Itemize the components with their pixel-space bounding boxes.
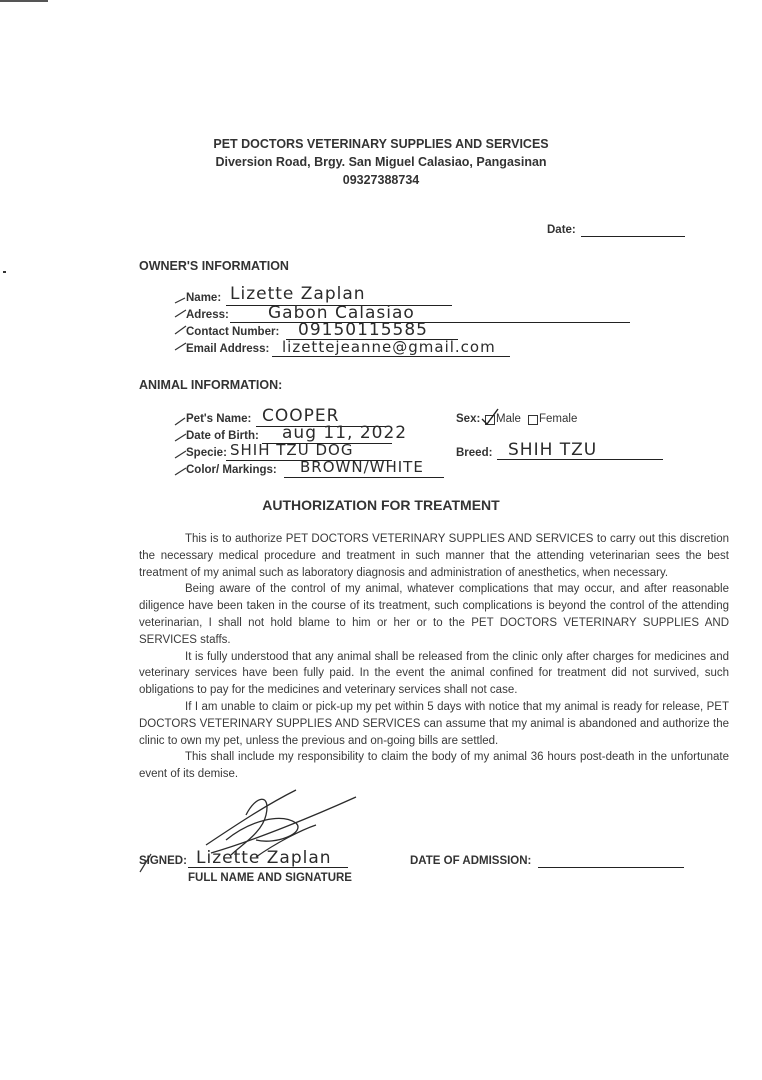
specie-handwritten: SHIH TZU DOG <box>230 441 354 459</box>
date-field[interactable] <box>581 236 685 237</box>
animal-section-title: ANIMAL INFORMATION: <box>139 378 283 392</box>
authorization-body <box>139 531 729 783</box>
color-markings-field[interactable] <box>284 477 444 478</box>
date-label: Date: <box>547 224 576 236</box>
owner-email-label: Email Address: <box>186 343 270 355</box>
owner-field-tick-marks <box>174 292 188 356</box>
breed-label: Breed: <box>456 447 493 459</box>
owner-address-handwritten: Gabon Calasiao <box>268 303 415 323</box>
specie-label: Specie: <box>186 447 227 459</box>
signature-caption: FULL NAME AND SIGNATURE <box>188 872 352 884</box>
scan-speck <box>3 271 6 273</box>
authorization-title: AUTHORIZATION FOR TREATMENT <box>262 497 500 513</box>
owner-email-handwritten: lizettejeanne@gmail.com <box>282 338 496 356</box>
company-phone: 09327388734 <box>342 173 420 187</box>
company-address: Diversion Road, Brgy. San Miguel Calasiao, Pangasinan <box>215 155 547 169</box>
color-markings-label: Color/ Markings: <box>186 464 277 476</box>
admission-date-label: DATE OF ADMISSION: <box>410 855 532 867</box>
owner-name-handwritten: Lizette Zaplan <box>230 284 366 304</box>
breed-handwritten: SHIH TZU <box>508 440 598 460</box>
pet-name-handwritten: COOPER <box>262 406 340 426</box>
signed-tick-mark <box>138 852 154 874</box>
authorization-paragraph: This shall include my responsibility to claim the body of my animal 36 hours post-death in the unfortunate event of its demise. <box>139 751 729 781</box>
company-name: PET DOCTORS VETERINARY SUPPLIES AND SERVICES <box>213 137 549 151</box>
authorization-paragraph: Being aware of the control of my animal, whatever complications that may occur, and after reasonable diligence have been taken in the course of its treatment, such complications is beyond the control of the attending veterinarian, I shall not hold blame to him or her or to the PET DOCTORS VETERINARY SUPPLIES AND SERVICES staffs. <box>139 583 729 646</box>
owner-contact-label: Contact Number: <box>186 326 280 338</box>
dob-label: Date of Birth: <box>186 430 259 442</box>
signed-name-handwritten: Lizette Zaplan <box>196 848 332 868</box>
sex-female-label: Female <box>539 413 578 425</box>
signed-label: SIGNED: <box>139 855 187 867</box>
scan-edge-mark <box>0 0 48 2</box>
owner-email-field[interactable] <box>272 356 510 357</box>
authorization-paragraph: It is fully understood that any animal shall be released from the clinic only after charges for medicines and veterinary services have been fully paid. In the event the animal confined for treatment did not survived, such obligations to pay for the medicines and veterinary services shall not case. <box>139 650 729 697</box>
authorization-paragraph: If I am unable to claim or pick-up my pet within 5 days with notice that my animal is ready for release, PET DOCTORS VETERINARY SUPPLIES AND SERVICES can assume that my animal is abandoned and authorize the clinic to own my pet, unless the previous and on-going bills are settled. <box>139 700 729 747</box>
dob-handwritten: aug 11, 2022 <box>282 423 408 443</box>
sex-male-label: Male <box>496 413 521 425</box>
owner-name-label: Name: <box>186 292 222 304</box>
animal-field-tick-marks <box>174 413 188 477</box>
sex-female-checkbox[interactable] <box>528 415 538 425</box>
color-markings-handwritten: BROWN/WHITE <box>300 458 424 476</box>
owner-address-label: Adress: <box>186 309 229 321</box>
letterhead <box>0 135 762 189</box>
admission-date-field[interactable] <box>538 867 684 868</box>
pet-name-label: Pet's Name: <box>186 413 252 425</box>
owner-contact-handwritten: 09150115585 <box>298 320 428 340</box>
sex-label: Sex: <box>456 413 481 425</box>
authorization-paragraph: This is to authorize PET DOCTORS VETERINARY SUPPLIES AND SERVICES to carry out this discretion the necessary medical procedure and treatment in such manner that the attending veterinarian sees the best treatment of my animal such as laboratory diagnosis and administration of anesthetics, when necessary. <box>139 533 729 579</box>
owner-section-title: OWNER'S INFORMATION <box>139 259 289 273</box>
